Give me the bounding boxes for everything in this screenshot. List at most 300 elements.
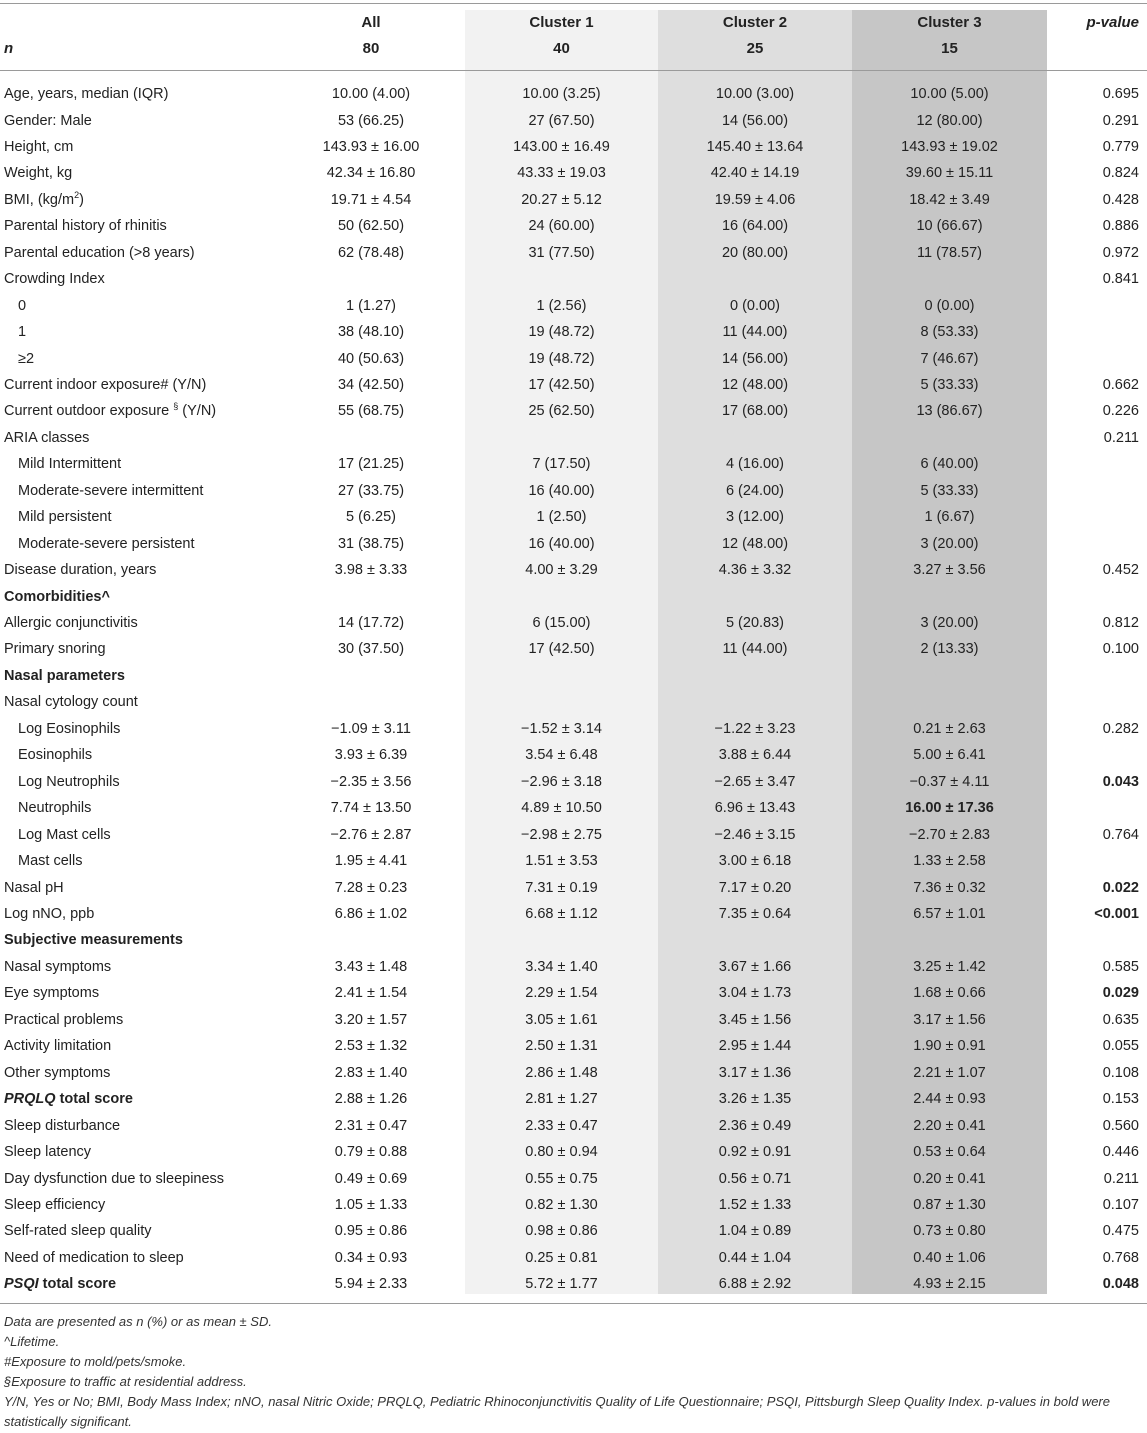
cell-all xyxy=(276,663,466,689)
table-row xyxy=(0,663,1147,689)
header-p-value: p-value xyxy=(1086,14,1139,31)
row-label: Nasal symptoms xyxy=(4,958,112,975)
cell-cluster-1: 4.89 ± 10.50 xyxy=(521,800,602,817)
row-label: ARIA classes xyxy=(4,429,90,446)
cell-cluster-3: 0.87 ± 1.30 xyxy=(913,1196,986,1213)
cell-cluster-1: 10.00 (3.25) xyxy=(522,86,601,102)
cell-cluster-1: 2.29 ± 1.54 xyxy=(525,985,598,1002)
cell-cluster-3: 0.40 ± 1.06 xyxy=(913,1249,986,1266)
table-row xyxy=(0,1060,1147,1086)
table-row xyxy=(0,848,1147,874)
header-n-label: n xyxy=(4,40,14,57)
cell-cluster-1 xyxy=(465,927,658,953)
cell-all: 0.34 ± 0.93 xyxy=(334,1249,408,1266)
cell-all: 55 (68.75) xyxy=(337,403,405,420)
cell-all: −2.76 ± 2.87 xyxy=(330,826,412,843)
row-label: Gender: Male xyxy=(4,112,92,129)
header-cluster-1: Cluster 1 xyxy=(529,14,594,31)
cell-cluster-2: 11 (44.00) xyxy=(722,641,788,658)
cell-cluster-2: 6.96 ± 13.43 xyxy=(714,800,796,817)
cell-cluster-3: −0.37 ± 4.11 xyxy=(909,773,990,790)
cell-p-value xyxy=(1047,293,1139,319)
cell-all: 53 (66.25) xyxy=(337,112,405,129)
table-row xyxy=(0,927,1147,953)
table-row xyxy=(0,689,1147,715)
cell-p-value: 0.108 xyxy=(1102,1064,1139,1081)
row-label: Subjective measurements xyxy=(4,932,183,949)
cell-p-value: 0.824 xyxy=(1102,165,1139,182)
cell-cluster-1: 16 (40.00) xyxy=(528,535,595,552)
cell-cluster-2: 10.00 (3.00) xyxy=(715,86,795,102)
row-label: Parental history of rhinitis xyxy=(4,218,167,235)
row-label: Height, cm xyxy=(4,138,74,155)
header-cluster-3: Cluster 3 xyxy=(917,14,982,31)
table-row xyxy=(0,1086,1147,1112)
row-label: Moderate-severe persistent xyxy=(18,535,195,552)
cell-cluster-3: 0 (0.00) xyxy=(924,297,975,314)
cell-cluster-2: 2.36 ± 0.49 xyxy=(718,1117,792,1134)
cell-cluster-1: 2.81 ± 1.27 xyxy=(525,1091,598,1108)
cell-p-value: <0.001 xyxy=(1094,905,1139,922)
cell-cluster-1: 6.68 ± 1.12 xyxy=(525,905,598,922)
cell-cluster-1: −2.96 ± 3.18 xyxy=(521,773,602,790)
cell-cluster-2: 12 (48.00) xyxy=(721,535,789,552)
footnote: Data are presented as n (%) or as mean ± SD. xyxy=(4,1314,272,1329)
cell-cluster-2: 0.92 ± 0.91 xyxy=(718,1144,792,1160)
table-row xyxy=(0,398,1147,424)
cell-p-value: 0.585 xyxy=(1102,958,1139,975)
row-label: Day dysfunction due to sleepiness xyxy=(4,1170,225,1187)
cell-cluster-1: 3.05 ± 1.61 xyxy=(525,1011,598,1028)
cell-cluster-2: −2.65 ± 3.47 xyxy=(714,773,796,790)
cell-all: 6.86 ± 1.02 xyxy=(334,905,408,922)
header-row-2 xyxy=(0,36,1147,62)
table-row xyxy=(0,1245,1147,1271)
cell-cluster-1: 25 (62.50) xyxy=(528,403,595,420)
cell-p-value: 0.635 xyxy=(1102,1011,1139,1028)
cell-cluster-3: 3.25 ± 1.42 xyxy=(913,958,986,975)
cell-cluster-2: 16 (64.00) xyxy=(721,218,789,235)
cell-cluster-3: 5 (33.33) xyxy=(920,482,979,499)
cell-cluster-3: 12 (80.00) xyxy=(916,112,983,129)
cell-cluster-1: 31 (77.50) xyxy=(528,244,595,261)
table-row xyxy=(0,795,1147,821)
cell-p-value xyxy=(1047,795,1139,821)
cell-p-value: 0.812 xyxy=(1102,615,1139,631)
cell-cluster-2: 5 (20.83) xyxy=(725,615,785,631)
cell-cluster-1: 7 (17.50) xyxy=(532,456,591,473)
row-label: Log Eosinophils xyxy=(18,720,121,737)
cell-all: 2.88 ± 1.26 xyxy=(334,1091,408,1108)
cell-cluster-1: 2.50 ± 1.31 xyxy=(525,1038,598,1055)
cell-cluster-3: 2.21 ± 1.07 xyxy=(913,1064,986,1081)
cell-cluster-2: −1.22 ± 3.23 xyxy=(714,720,796,737)
cell-cluster-2: 1.52 ± 1.33 xyxy=(718,1196,792,1213)
cell-all: 5.94 ± 2.33 xyxy=(334,1276,408,1293)
cell-cluster-2 xyxy=(658,584,852,610)
row-label: Crowding Index xyxy=(4,271,105,288)
row-label: Age, years, median (IQR) xyxy=(4,86,169,102)
cell-all: 3.20 ± 1.57 xyxy=(334,1011,408,1028)
cell-cluster-2: −2.46 ± 3.15 xyxy=(714,826,796,843)
row-label: Log Neutrophils xyxy=(18,773,120,790)
cell-all: 17 (21.25) xyxy=(337,456,405,473)
table-row xyxy=(0,531,1147,557)
header-n-cluster-3: 15 xyxy=(941,40,958,57)
cell-all: 7.28 ± 0.23 xyxy=(334,879,408,896)
row-label: Allergic conjunctivitis xyxy=(4,615,138,631)
cell-all: 38 (48.10) xyxy=(337,324,405,340)
cell-cluster-2: 0.44 ± 1.04 xyxy=(718,1249,792,1266)
cell-cluster-3: 5.00 ± 6.41 xyxy=(913,747,986,764)
table-row xyxy=(0,81,1147,107)
cell-cluster-3: 16.00 ± 17.36 xyxy=(905,800,994,817)
cell-cluster-2: 3.26 ± 1.35 xyxy=(718,1091,792,1108)
table-bottom-rule xyxy=(0,1303,1147,1304)
cell-p-value: 0.100 xyxy=(1102,641,1139,658)
cell-cluster-2: 0 (0.00) xyxy=(730,297,780,314)
table-row xyxy=(0,1218,1147,1244)
cell-cluster-1: 0.82 ± 1.30 xyxy=(525,1196,598,1213)
cell-cluster-3: 1 (6.67) xyxy=(924,509,975,526)
row-label: Neutrophils xyxy=(18,800,92,817)
table-row xyxy=(0,293,1147,319)
cell-cluster-2: 14 (56.00) xyxy=(721,112,789,129)
row-label: Mast cells xyxy=(18,853,83,869)
header-n-cluster-1: 40 xyxy=(553,40,570,57)
table-row xyxy=(0,584,1147,610)
row-label: BMI, $(kg/m^2)$ xyxy=(4,189,84,208)
cell-cluster-1: 3.54 ± 6.48 xyxy=(525,747,598,764)
row-label: PRQLQ total score xyxy=(4,1091,133,1108)
cell-p-value: 0.779 xyxy=(1102,138,1139,155)
cell-all: 2.83 ± 1.40 xyxy=(334,1064,408,1081)
cell-cluster-1: 0.55 ± 0.75 xyxy=(525,1170,598,1187)
cell-all: 3.98 ± 3.33 xyxy=(334,562,408,579)
cell-all: 62 (78.48) xyxy=(337,244,405,261)
cell-all: 1 (1.27) xyxy=(346,297,396,314)
table-row xyxy=(0,108,1147,134)
row-label: Activity limitation xyxy=(4,1038,112,1055)
cell-cluster-1: 16 (40.00) xyxy=(528,482,595,499)
cell-p-value: 0.153 xyxy=(1102,1091,1139,1108)
cell-cluster-1 xyxy=(465,663,658,689)
cell-cluster-3: 1.33 ± 2.58 xyxy=(913,853,986,869)
cell-cluster-1: 143.00 ± 16.49 xyxy=(513,138,610,155)
cell-cluster-3: 1.90 ± 0.91 xyxy=(913,1038,986,1055)
cell-all: 1.95 ± 4.41 xyxy=(334,853,408,869)
table-row xyxy=(0,425,1147,451)
cell-all: 0.95 ± 0.86 xyxy=(334,1223,408,1240)
cell-all: 0.49 ± 0.69 xyxy=(334,1170,408,1187)
cell-p-value: 0.475 xyxy=(1102,1223,1139,1240)
table-row xyxy=(0,1113,1147,1139)
cell-all: 50 (62.50) xyxy=(337,218,405,235)
cell-all: 2.41 ± 1.54 xyxy=(334,985,408,1002)
cell-cluster-3: −2.70 ± 2.83 xyxy=(909,826,990,843)
table-row xyxy=(0,1271,1147,1297)
cell-p-value: 0.446 xyxy=(1102,1144,1139,1160)
cell-cluster-3 xyxy=(852,663,1047,689)
cell-p-value: 0.029 xyxy=(1102,985,1139,1002)
cell-cluster-2 xyxy=(658,663,852,689)
cell-all: 143.93 ± 16.00 xyxy=(322,138,420,155)
cell-cluster-2: 4.36 ± 3.32 xyxy=(718,562,792,579)
cell-cluster-2 xyxy=(658,266,852,292)
cell-cluster-2: 3 (12.00) xyxy=(725,509,785,526)
table-footnotes xyxy=(4,1312,1144,1432)
header-n-cluster-2: 25 xyxy=(746,40,764,57)
cell-cluster-2: 1.04 ± 0.89 xyxy=(718,1223,792,1240)
cell-p-value: 0.841 xyxy=(1102,271,1139,288)
row-label: Current outdoor exposure § (Y/N) xyxy=(4,401,217,420)
cell-cluster-3: 10 (66.67) xyxy=(916,218,983,235)
cell-cluster-3: 13 (86.67) xyxy=(916,403,983,420)
cell-p-value: 0.291 xyxy=(1102,112,1139,129)
cell-cluster-1: 24 (60.00) xyxy=(528,218,595,235)
cell-cluster-1: 0.98 ± 0.86 xyxy=(525,1223,598,1240)
cell-cluster-3: 8 (53.33) xyxy=(920,324,979,340)
table-row xyxy=(0,1033,1147,1059)
table-row xyxy=(0,822,1147,848)
row-label: Primary snoring xyxy=(4,641,106,658)
header-n-all: 80 xyxy=(362,40,380,57)
cell-all: 30 (37.50) xyxy=(337,641,405,658)
cell-cluster-1: 20.27 ± 5.12 xyxy=(521,191,602,208)
row-label: Sleep efficiency xyxy=(4,1196,106,1213)
cell-cluster-1: −2.98 ± 2.75 xyxy=(521,826,602,843)
cell-all xyxy=(276,425,466,451)
cell-cluster-2: 6.88 ± 2.92 xyxy=(718,1276,792,1293)
cell-cluster-3: 3.17 ± 1.56 xyxy=(913,1011,986,1028)
cell-cluster-2: 11 (44.00) xyxy=(722,324,788,340)
cell-cluster-2: 3.45 ± 1.56 xyxy=(718,1011,792,1028)
cell-cluster-2: 7.35 ± 0.64 xyxy=(718,905,792,922)
cell-cluster-2: 17 (68.00) xyxy=(721,403,789,420)
table-row xyxy=(0,319,1147,345)
cell-all: 5 (6.25) xyxy=(346,509,396,526)
table-row xyxy=(0,134,1147,160)
cell-cluster-2: 3.00 ± 6.18 xyxy=(718,853,792,869)
cell-cluster-3: 1.68 ± 0.66 xyxy=(913,985,986,1002)
row-label: Parental education (>8 years) xyxy=(4,244,195,261)
cell-cluster-3: 4.93 ± 2.15 xyxy=(913,1276,986,1293)
cell-cluster-3: 0.21 ± 2.63 xyxy=(913,720,986,737)
cell-p-value xyxy=(1047,742,1139,768)
footnote: ^Lifetime. xyxy=(4,1334,60,1349)
cell-p-value: 0.972 xyxy=(1102,244,1139,261)
table-row xyxy=(0,1166,1147,1192)
cell-cluster-1: 3.34 ± 1.40 xyxy=(525,958,598,975)
cell-p-value: 0.886 xyxy=(1102,218,1139,235)
cell-cluster-1: 17 (42.50) xyxy=(528,376,595,393)
row-label: Current indoor exposure# (Y/N) xyxy=(4,376,207,393)
cell-cluster-2: 12 (48.00) xyxy=(721,376,789,393)
table-row xyxy=(0,1007,1147,1033)
table-row xyxy=(0,478,1147,504)
cell-cluster-2 xyxy=(658,689,852,715)
row-label: Eye symptoms xyxy=(4,985,100,1002)
table-row xyxy=(0,504,1147,530)
cell-p-value xyxy=(1047,531,1139,557)
row-label: PSQI total score xyxy=(4,1276,117,1293)
cell-cluster-1: 2.33 ± 0.47 xyxy=(525,1117,598,1134)
cell-p-value: 0.764 xyxy=(1102,826,1139,843)
cell-cluster-1: 19 (48.72) xyxy=(528,350,595,367)
cell-cluster-1: 17 (42.50) xyxy=(528,641,595,658)
cell-cluster-2: 6 (24.00) xyxy=(725,482,785,499)
cell-all: 42.34 ± 16.80 xyxy=(326,165,416,182)
cell-cluster-1: 7.31 ± 0.19 xyxy=(525,879,598,896)
cell-cluster-1 xyxy=(465,425,658,451)
header-all: All xyxy=(361,14,381,31)
cell-p-value xyxy=(1047,478,1139,504)
cell-all xyxy=(276,584,466,610)
row-label: Mild persistent xyxy=(18,509,112,526)
cell-cluster-2 xyxy=(658,927,852,953)
cell-cluster-1: 6 (15.00) xyxy=(532,615,591,631)
cell-cluster-1: 2.86 ± 1.48 xyxy=(525,1064,598,1081)
row-label: Nasal pH xyxy=(4,879,64,896)
cell-all: 34 (42.50) xyxy=(337,376,405,393)
cell-p-value xyxy=(1047,927,1139,953)
cell-cluster-3: 3.27 ± 3.56 xyxy=(913,562,986,579)
cell-cluster-3 xyxy=(852,927,1047,953)
cell-cluster-2: 42.40 ± 14.19 xyxy=(710,165,800,182)
cell-all: 19.71 ± 4.54 xyxy=(330,191,412,208)
table-row xyxy=(0,954,1147,980)
table-row xyxy=(0,636,1147,662)
cell-all xyxy=(276,266,466,292)
cell-all xyxy=(276,927,466,953)
table-row xyxy=(0,980,1147,1006)
cell-cluster-1: −1.52 ± 3.14 xyxy=(521,720,602,737)
cell-p-value xyxy=(1047,346,1139,372)
cell-p-value: 0.695 xyxy=(1102,86,1139,102)
cell-cluster-1: 27 (67.50) xyxy=(528,112,595,129)
cell-cluster-2: 7.17 ± 0.20 xyxy=(718,879,792,896)
table-row xyxy=(0,160,1147,186)
footnote: §Exposure to traffic at residential address. xyxy=(4,1374,247,1389)
cell-cluster-1: 4.00 ± 3.29 xyxy=(525,562,598,579)
cell-cluster-3 xyxy=(852,689,1047,715)
cell-all: 2.53 ± 1.32 xyxy=(334,1038,408,1055)
header-row-1 xyxy=(0,10,1147,36)
cell-cluster-3: 6 (40.00) xyxy=(920,456,979,473)
cell-cluster-1: 1 (2.56) xyxy=(536,297,587,314)
table-row xyxy=(0,716,1147,742)
cell-cluster-2: 14 (56.00) xyxy=(721,350,789,367)
cell-cluster-3: 18.42 ± 3.49 xyxy=(909,191,990,208)
cell-p-value xyxy=(1047,663,1139,689)
cell-cluster-2: 19.59 ± 4.06 xyxy=(714,191,796,208)
cell-p-value xyxy=(1047,689,1139,715)
row-label: Nasal parameters xyxy=(4,667,125,684)
cell-all: 2.31 ± 0.47 xyxy=(334,1117,408,1134)
row-label: Disease duration, years xyxy=(4,562,157,579)
cell-cluster-2: 145.40 ± 13.64 xyxy=(706,138,804,155)
cell-all: 31 (38.75) xyxy=(337,535,405,552)
row-label: 1 xyxy=(18,324,27,340)
cell-all: −1.09 ± 3.11 xyxy=(331,720,411,737)
cell-cluster-3: 0.73 ± 0.80 xyxy=(913,1223,986,1240)
cell-cluster-2: 3.17 ± 1.36 xyxy=(718,1064,792,1081)
cell-all: 1.05 ± 1.33 xyxy=(334,1196,408,1213)
cell-cluster-3: 2 (13.33) xyxy=(920,641,979,658)
row-label: 0 xyxy=(18,297,27,314)
cell-cluster-3: 0.53 ± 0.64 xyxy=(913,1144,986,1160)
cell-p-value xyxy=(1047,848,1139,874)
cell-cluster-3 xyxy=(852,266,1047,292)
cell-p-value: 0.055 xyxy=(1102,1038,1139,1055)
cell-p-value: 0.043 xyxy=(1102,773,1139,790)
table-row xyxy=(0,742,1147,768)
cell-p-value: 0.107 xyxy=(1102,1196,1139,1213)
cell-p-value: 0.452 xyxy=(1102,562,1139,579)
row-label: Log nNO, ppb xyxy=(4,905,95,922)
cell-cluster-2: 3.04 ± 1.73 xyxy=(718,985,792,1002)
footnote: Y/N, Yes or No; BMI, Body Mass Index; nNO, nasal Nitric Oxide; PRQLQ, Pediatric Rhinoconjunctivitis Quality of Life Questionnaire; PSQI, Pittsburgh Sleep Quality Index. p-values in bold were statistically significant. xyxy=(4,1394,1110,1429)
cell-cluster-3: 10.00 (5.00) xyxy=(910,86,989,102)
row-label: Mild Intermittent xyxy=(18,456,122,473)
table-row xyxy=(0,901,1147,927)
header-bottom-rule xyxy=(0,70,1147,71)
footnote: #Exposure to mold/pets/smoke. xyxy=(4,1354,187,1369)
row-label: ≥2 xyxy=(18,350,35,367)
row-label: Weight, kg xyxy=(4,165,73,182)
cell-cluster-3: 11 (78.57) xyxy=(916,244,983,261)
cell-p-value: 0.560 xyxy=(1102,1117,1139,1134)
cell-cluster-2: 0.56 ± 0.71 xyxy=(718,1170,792,1187)
cell-p-value xyxy=(1047,451,1139,477)
row-label: Log Mast cells xyxy=(18,826,111,843)
row-label: Need of medication to sleep xyxy=(4,1249,184,1266)
table-row xyxy=(0,610,1147,636)
cell-cluster-2: 2.95 ± 1.44 xyxy=(718,1038,792,1055)
cell-cluster-3: 143.93 ± 19.02 xyxy=(901,138,998,155)
cell-p-value xyxy=(1047,584,1139,610)
cell-p-value: 0.022 xyxy=(1102,879,1139,896)
row-label: Moderate-severe intermittent xyxy=(18,482,204,499)
table-row xyxy=(0,372,1147,398)
cell-all xyxy=(276,689,466,715)
header-cluster-2: Cluster 2 xyxy=(722,14,788,31)
cell-cluster-1: 43.33 ± 19.03 xyxy=(517,165,606,182)
cell-cluster-3: 5 (33.33) xyxy=(920,376,979,393)
cell-all: 7.74 ± 13.50 xyxy=(330,800,412,817)
cell-cluster-3: 2.20 ± 0.41 xyxy=(913,1117,986,1134)
cell-all: 10.00 (4.00) xyxy=(331,86,411,102)
table-row xyxy=(0,875,1147,901)
cell-cluster-1: 0.80 ± 0.94 xyxy=(525,1144,598,1160)
table-row xyxy=(0,451,1147,477)
cell-cluster-3: 3 (20.00) xyxy=(920,535,979,552)
cell-cluster-1: 0.25 ± 0.81 xyxy=(525,1249,598,1266)
table-row xyxy=(0,266,1147,292)
table-row xyxy=(0,346,1147,372)
row-label: Sleep latency xyxy=(4,1144,92,1160)
cell-cluster-1: 1.51 ± 3.53 xyxy=(525,853,598,869)
cell-cluster-3: 39.60 ± 15.11 xyxy=(905,165,994,182)
row-label: Nasal cytology count xyxy=(4,694,138,711)
cell-cluster-1 xyxy=(465,266,658,292)
cell-cluster-3: 0.20 ± 0.41 xyxy=(913,1170,986,1187)
cell-all: 27 (33.75) xyxy=(337,482,405,499)
cell-cluster-3: 3 (20.00) xyxy=(920,615,979,631)
cell-cluster-3 xyxy=(852,584,1047,610)
cell-all: −2.35 ± 3.56 xyxy=(330,773,412,790)
cell-all: 3.43 ± 1.48 xyxy=(334,958,408,975)
